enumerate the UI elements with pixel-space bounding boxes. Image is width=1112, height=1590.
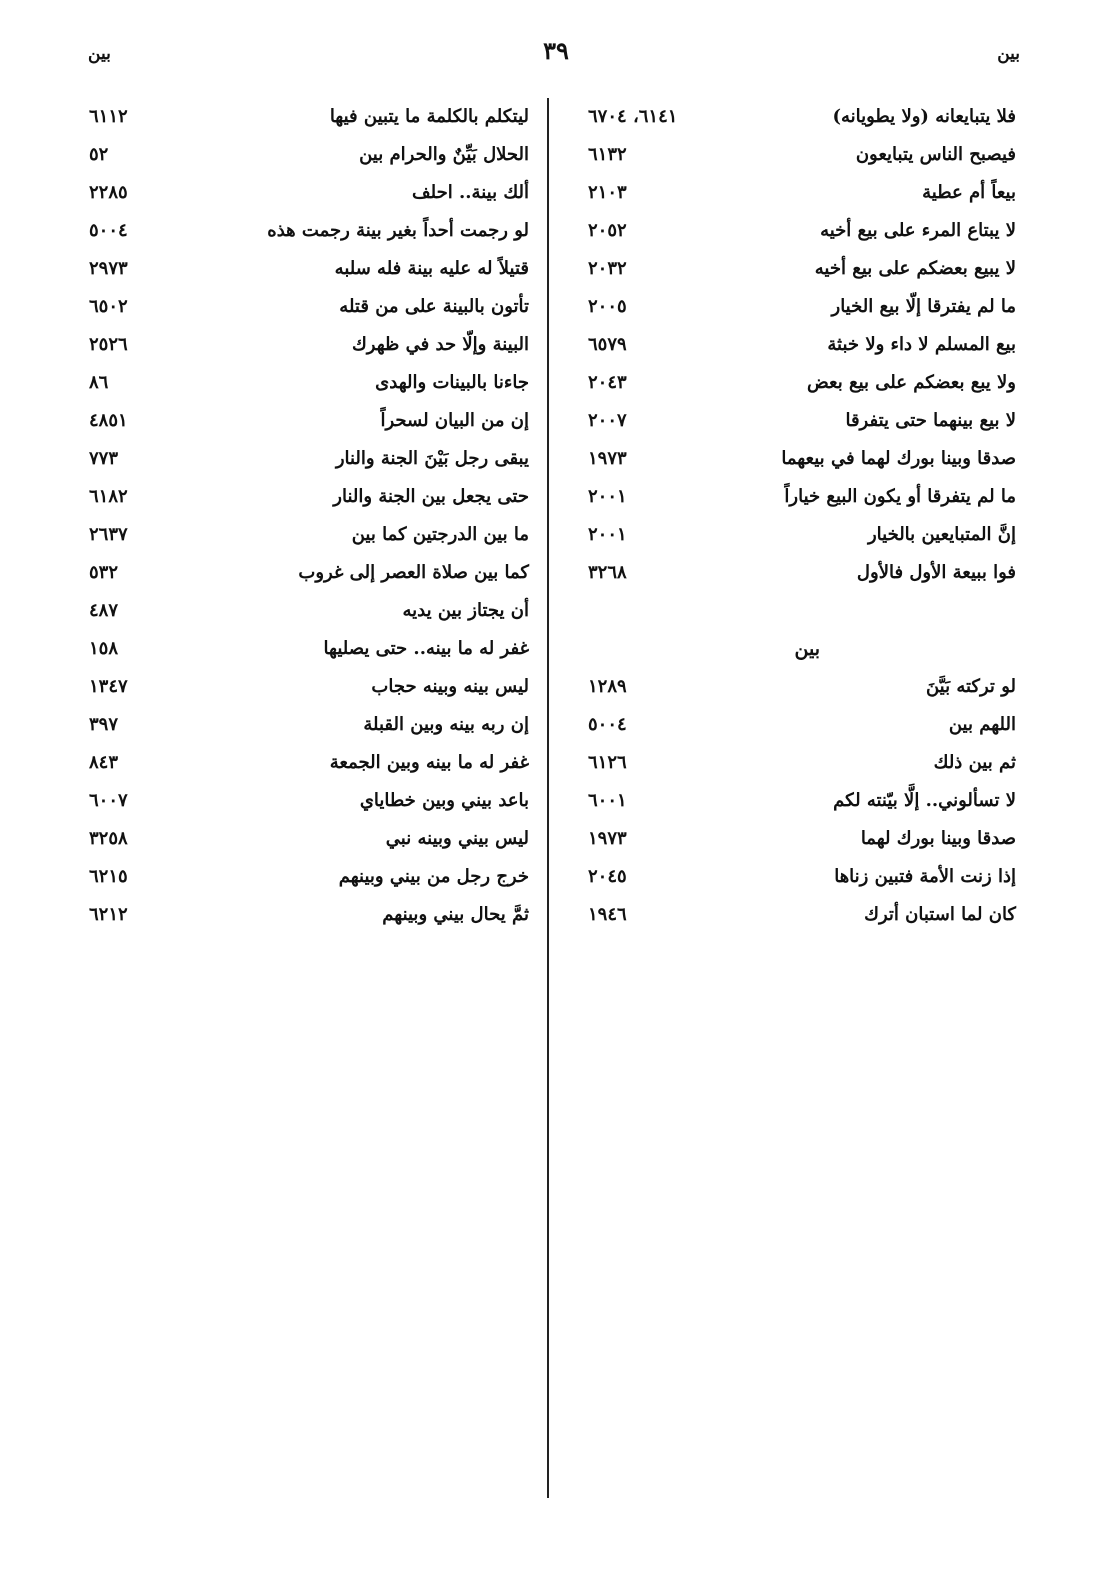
index-entry <box>586 782 1016 820</box>
right-column <box>586 98 1016 934</box>
entry-reference: ٦٢١٥ <box>89 866 128 887</box>
entry-text: غفر له ما بينه.. حتى يصليها <box>323 638 529 659</box>
entry-reference: ٦٥٧٩ <box>588 334 627 355</box>
entry-text: بيعاً أم عطية <box>922 182 1016 203</box>
index-entry <box>586 98 1016 136</box>
entry-text: كما بين صلاة العصر إلى غروب <box>298 562 529 583</box>
index-entry <box>586 250 1016 288</box>
index-entry <box>85 250 529 288</box>
index-entry <box>85 896 529 934</box>
entry-reference: ٨٤٣ <box>89 752 119 773</box>
section-spacer <box>586 592 1016 630</box>
index-entry <box>586 174 1016 212</box>
index-entry <box>85 554 529 592</box>
entry-reference: ٦٥٠٢ <box>89 296 128 317</box>
index-entry <box>85 630 529 668</box>
entry-text: ما بين الدرجتين كما بين <box>351 524 529 545</box>
index-entry <box>586 516 1016 554</box>
entry-reference: ١٥٨ <box>89 638 119 659</box>
entry-text: فيصبح الناس يتبايعون <box>855 144 1016 165</box>
entry-reference: ٢٠٣٢ <box>588 258 627 279</box>
entry-text: إن من البيان لسحراً <box>380 410 529 431</box>
entry-reference: ٦١٨٢ <box>89 486 128 507</box>
index-entry <box>586 896 1016 934</box>
index-entry <box>85 440 529 478</box>
index-entry <box>586 288 1016 326</box>
entry-reference: ١٢٨٩ <box>588 676 627 697</box>
section-heading: بين <box>794 638 820 660</box>
index-entry <box>85 744 529 782</box>
index-entry <box>85 98 529 136</box>
entry-text: لو رجمت أحداً بغير بينة رجمت هذه <box>267 220 529 241</box>
entry-reference: ٢٩٧٣ <box>89 258 128 279</box>
index-entry <box>85 288 529 326</box>
entry-text: لا يبتاع المرء على بيع أخيه <box>820 220 1016 241</box>
entry-reference: ٦١١٢ <box>89 106 128 127</box>
entry-reference: ٢٠٤٣ <box>588 372 627 393</box>
entry-text: جاءنا بالبينات والهدى <box>375 372 529 393</box>
entry-text: لا تسألوني.. إلَّا بيّنته لكم <box>833 790 1016 811</box>
entry-text: يبقى رجل بَيْنَ الجنة والنار <box>335 448 529 469</box>
entry-reference: ٢٠٠١ <box>588 486 627 507</box>
entry-reference: ٧٧٣ <box>89 448 119 469</box>
entry-text: باعد بيني وبين خطاياي <box>359 790 529 811</box>
entry-text: ليس بينه وبينه حجاب <box>371 676 529 697</box>
index-entry <box>85 478 529 516</box>
entry-text: فوا ببيعة الأول فالأول <box>856 562 1016 583</box>
page-number: ٣٩ <box>543 36 569 65</box>
index-entry <box>586 554 1016 592</box>
entry-reference: ١٣٤٧ <box>89 676 128 697</box>
running-head-left: بين <box>88 44 111 64</box>
entry-reference: ٢٠٠٥ <box>588 296 627 317</box>
entry-text: ليس بيني وبينه نبي <box>385 828 529 849</box>
entry-reference: ١٩٧٣ <box>588 448 627 469</box>
entry-reference: ٤٨٥١ <box>89 410 128 431</box>
entry-text: إنَّ المتبايعين بالخيار <box>867 524 1016 545</box>
entry-reference: ١٩٧٣ <box>588 828 627 849</box>
index-entry <box>586 326 1016 364</box>
entry-reference: ٥٠٠٤ <box>588 714 627 735</box>
index-entry <box>586 212 1016 250</box>
entry-text: حتى يجعل بين الجنة والنار <box>333 486 529 507</box>
index-entry <box>85 820 529 858</box>
entry-text: صدقا وبينا بورك لهما في بيعهما <box>781 448 1016 469</box>
entry-reference: ٥٢ <box>89 144 109 165</box>
entry-text: تأتون بالبينة على من قتله <box>339 296 529 317</box>
entry-reference: ١٩٤٦ <box>588 904 627 925</box>
index-entry <box>85 782 529 820</box>
left-column <box>85 98 529 934</box>
entry-text: الحلال بَيِّنٌ والحرام بين <box>359 144 529 165</box>
entry-reference: ٦١٣٢ <box>588 144 627 165</box>
entry-text: فلا يتبايعانه (ولا يطويانه) <box>832 106 1016 127</box>
entry-text: كان لما استبان أترك <box>864 904 1016 925</box>
index-entry <box>85 174 529 212</box>
entry-reference: ٢٠٠٧ <box>588 410 627 431</box>
entry-reference: ٣٩٧ <box>89 714 119 735</box>
entry-text: بيع المسلم لا داء ولا خبثة <box>827 334 1016 355</box>
entry-reference: ٦٠٠١ <box>588 790 627 811</box>
entry-reference: ٥٣٢ <box>89 562 119 583</box>
entry-reference: ٦١٢٦ <box>588 752 627 773</box>
entry-reference: ٢٠٠١ <box>588 524 627 545</box>
entry-text: صدقا وبينا بورك لهما <box>860 828 1016 849</box>
index-entry <box>586 706 1016 744</box>
index-entry <box>586 820 1016 858</box>
entry-reference: ٢٠٥٢ <box>588 220 627 241</box>
index-entry <box>85 592 529 630</box>
entry-text: قتيلاً له عليه بينة فله سلبه <box>334 258 529 279</box>
entry-reference: ٣٢٥٨ <box>89 828 128 849</box>
entry-text: ليتكلم بالكلمة ما يتبين فيها <box>329 106 529 127</box>
index-entry <box>85 212 529 250</box>
entry-reference: ٣٢٦٨ <box>588 562 627 583</box>
index-entry <box>85 668 529 706</box>
entry-reference: ٨٦ <box>89 372 109 393</box>
column-divider <box>547 98 549 1498</box>
entry-text: غفر له ما بينه وبين الجمعة <box>329 752 529 773</box>
entry-reference: ٢٥٢٦ <box>89 334 128 355</box>
entry-text: ألك بينة.. احلف <box>412 182 529 203</box>
entry-text: ثم بين ذلك <box>933 752 1016 773</box>
entry-text: أن يجتاز بين يديه <box>402 600 529 621</box>
index-entry <box>85 326 529 364</box>
index-entry <box>85 706 529 744</box>
entry-text: إذا زنت الأمة فتبين زناها <box>834 866 1016 887</box>
entry-text: ثمَّ يحال بيني وبينهم <box>382 904 529 925</box>
entry-reference: ٢٠٤٥ <box>588 866 627 887</box>
entry-text: لا يبيع بعضكم على بيع أخيه <box>814 258 1016 279</box>
entry-reference: ٢٦٣٧ <box>89 524 128 545</box>
index-entry <box>85 516 529 554</box>
index-entry <box>586 136 1016 174</box>
entry-text: ما لم يفترقا إلّا بيع الخيار <box>831 296 1016 317</box>
entry-text: لا بيع بينهما حتى يتفرقا <box>845 410 1016 431</box>
index-entry <box>85 364 529 402</box>
index-entry <box>586 478 1016 516</box>
index-entry <box>85 136 529 174</box>
index-entry <box>85 402 529 440</box>
index-entry <box>586 668 1016 706</box>
index-entry <box>586 744 1016 782</box>
entry-text: البينة وإلّا حد في ظهرك <box>351 334 529 355</box>
entry-reference: ٢١٠٣ <box>588 182 627 203</box>
entry-text: ما لم يتفرقا أو يكون البيع خياراً <box>784 486 1016 507</box>
index-entry <box>586 858 1016 896</box>
index-entry <box>586 440 1016 478</box>
index-entry <box>586 364 1016 402</box>
index-entry <box>85 858 529 896</box>
running-head-right: بين <box>997 44 1020 64</box>
entry-text: اللهم بين <box>948 714 1016 735</box>
entry-reference: ٦٠٠٧ <box>89 790 128 811</box>
entry-reference: ٦١٤١، ٦٧٠٤ <box>588 106 678 127</box>
entry-text: إن ربه بينه وبين القبلة <box>363 714 529 735</box>
entry-text: لو تركته بَيَّنَ <box>925 676 1016 697</box>
entry-reference: ٦٢١٢ <box>89 904 128 925</box>
index-entry <box>586 402 1016 440</box>
entry-text: ولا يبع بعضكم على بيع بعض <box>806 372 1016 393</box>
entry-reference: ٥٠٠٤ <box>89 220 128 241</box>
entry-reference: ٤٨٧ <box>89 600 119 621</box>
entry-reference: ٢٢٨٥ <box>89 182 128 203</box>
entry-text: خرج رجل من بيني وبينهم <box>338 866 529 887</box>
